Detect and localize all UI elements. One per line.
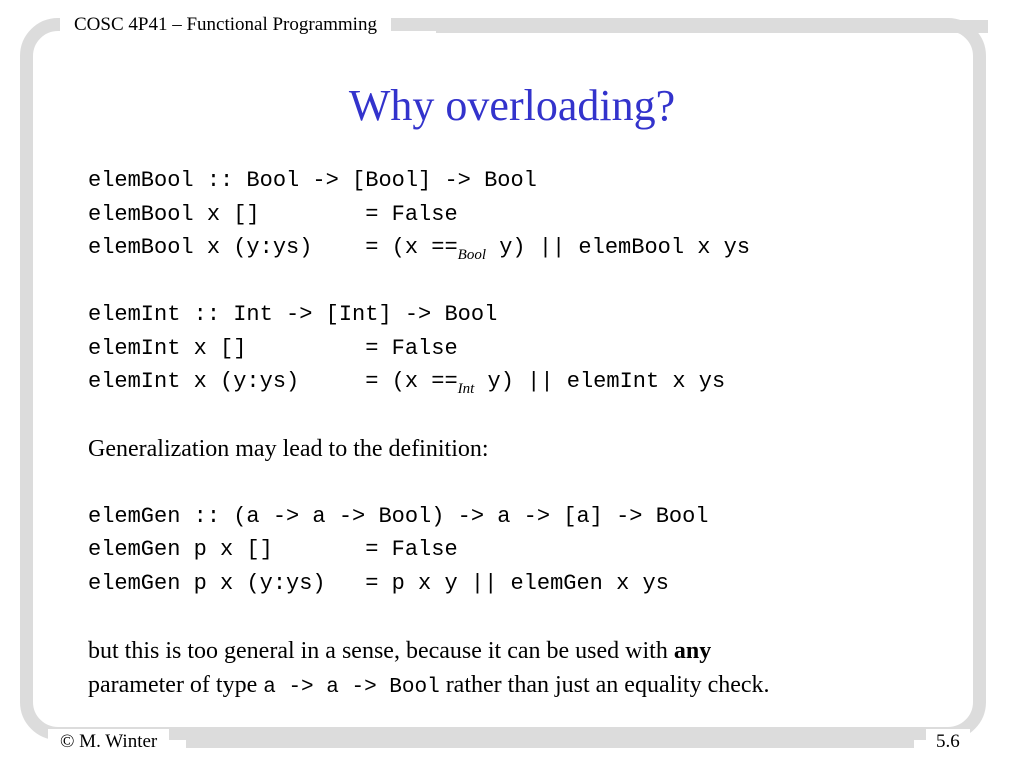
code-line [88,231,988,265]
footer-author: © M. Winter [48,729,169,755]
code-text: elemBool :: Bool -> [Bool] -> Bool [88,168,537,193]
code-text: elemInt :: Int -> [Int] -> Bool [88,302,498,327]
code-text: elemInt x (y:ys) = (x == [88,369,458,394]
code-text: elemBool x (y:ys) = (x == [88,235,458,260]
code-text: elemGen p x [] = False [88,537,458,562]
slide-title: Why overloading? [348,81,676,130]
footer-bar [186,735,914,748]
code-line [88,198,988,232]
code-text: elemInt x [] = False [88,335,458,361]
conclusion-text [88,634,988,705]
code-line [88,500,988,534]
slide-content [88,164,988,705]
code-line [88,365,988,399]
code-text: y) || elemBool x ys [486,235,751,260]
code-block-elemint [88,298,988,399]
page-number: 5.6 [926,729,970,755]
generalization-text: Generalization may lead to the definition: [88,436,489,462]
code-line [88,164,988,198]
code-block-elembool [88,164,988,265]
type-subscript: Bool [457,247,487,263]
code-text: elemGen p x (y:ys) = p x y || elemGen x ys [88,570,669,596]
code-line [88,332,988,366]
type-subscript: Int [457,381,475,397]
conclusion-part: but this is too general in a sense, because it can be used with [88,637,674,664]
header-bar [436,20,988,33]
inline-code: a -> a -> Bool [263,675,440,699]
code-line [88,533,988,567]
code-text: y) || elemInt x ys [474,369,726,394]
code-text: elemGen :: (a -> a -> Bool) -> a -> [a] -> Bool [88,503,709,529]
conclusion-part: rather than just an equality check. [439,671,770,698]
code-line [88,298,988,332]
code-text: elemBool x [] = False [88,201,458,227]
course-title: COSC 4P41 – Functional Programming [60,12,391,38]
emphasis-any: any [673,637,712,664]
code-line [88,567,988,601]
code-block-elemgen [88,500,988,601]
conclusion-part: parameter of type [88,671,264,698]
